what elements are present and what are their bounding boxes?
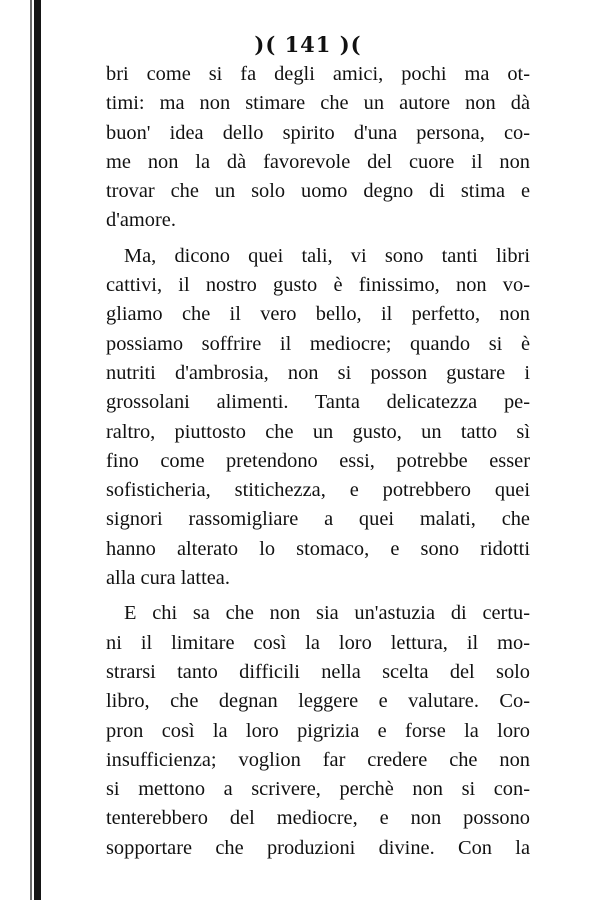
text-line: bri come si fa degli amici, pochi ma ot- [106, 63, 530, 85]
text-line: possiamo soffrire il mediocre; quando si è [106, 332, 530, 355]
text-line: Ma, dicono quei tali, vi sono tanti libri [124, 244, 530, 267]
binding-edge [34, 0, 41, 900]
text-line: libro, che degnan leggere e valutare. Co- [106, 690, 530, 713]
text-line: alla cura lattea. [106, 567, 230, 590]
text-line: cattivi, il nostro gusto è finissimo, non vo- [106, 274, 530, 297]
text-line: d'amore. [106, 209, 176, 232]
text-line: timi: ma non stimare che un autore non dà [106, 92, 530, 115]
text-line: E chi sa che non sia un'astuzia di certu- [124, 602, 530, 625]
text-line: insufficienza; voglion far credere che non [106, 748, 530, 771]
text-line: signori rassomigliare a quei malati, che [106, 508, 530, 531]
paragraph-2 [106, 242, 530, 594]
text-line: sopportare che produzioni divine. Con la [106, 836, 530, 859]
text-line: si mettono a scrivere, perchè non si con- [106, 778, 530, 801]
text-line: raltro, piuttosto che un gusto, un tatto sì [106, 420, 530, 443]
binding-edge-shadow [30, 0, 32, 900]
text-line: me non la dà favorevole del cuore il non [106, 150, 530, 173]
text-line: gliamo che il vero bello, il perfetto, non [106, 303, 530, 326]
text-line: buon' idea dello spirito d'una persona, co- [106, 121, 530, 144]
text-line: fino come pretendono essi, potrebbe esser [106, 449, 530, 472]
text-line: hanno alterato lo stomaco, e sono ridotti [106, 537, 530, 560]
page-number: )( 141 )( [254, 32, 362, 57]
text-line: tenterebbero del mediocre, e non possono [106, 807, 530, 830]
text-line: ni il limitare così la loro lettura, il mo- [106, 631, 530, 654]
text-line: trovar che un solo uomo degno di stima e [106, 180, 530, 203]
text-line: pron così la loro pigrizia e forse la loro [106, 719, 530, 742]
text-line: strarsi tanto difficili nella scelta del solo [106, 660, 530, 683]
body-text [106, 60, 530, 863]
text-line: nutriti d'ambrosia, non si posson gustare i [106, 361, 530, 384]
text-line: sofisticheria, stitichezza, e potrebbero quei [106, 479, 530, 502]
paragraph-1 [106, 60, 530, 236]
paragraph-3 [106, 599, 530, 863]
text-line: grossolani alimenti. Tanta delicatezza pe- [106, 391, 530, 414]
